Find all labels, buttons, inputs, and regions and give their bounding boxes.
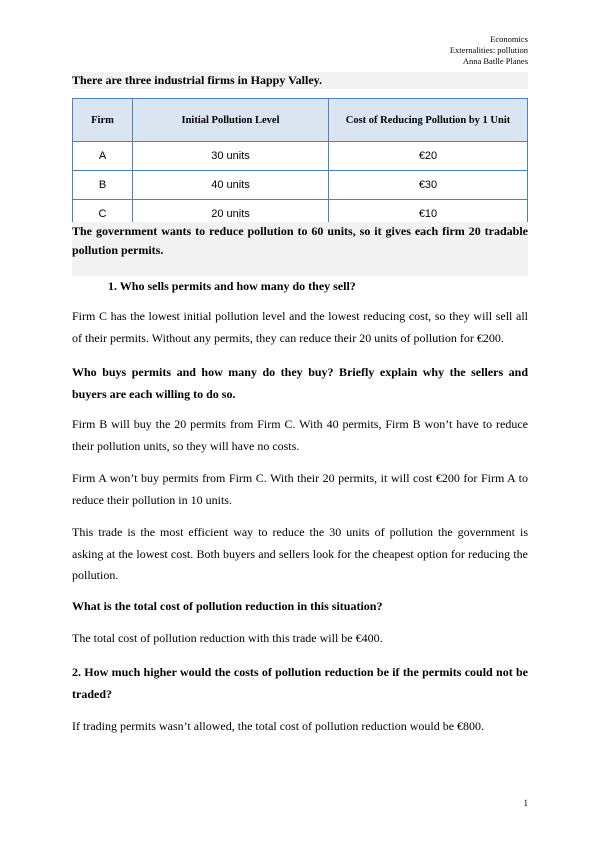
- table-row: [73, 171, 528, 200]
- cell-pollution: 40 units: [133, 171, 329, 200]
- cell-pollution: 30 units: [133, 142, 329, 171]
- answer-1c: The total cost of pollution reduction with this trade will be €400.: [72, 631, 383, 645]
- header-initial-pollution: Initial Pollution Level: [133, 99, 329, 142]
- cell-firm: A: [73, 142, 133, 171]
- intro-heading: There are three industrial firms in Happy Valley.: [72, 72, 528, 89]
- header-subject: Economics: [490, 34, 528, 44]
- page-number: 1: [523, 798, 528, 808]
- question-1b: Who buys permits and how many do they buy? Briefly explain why the sellers and buyers are each willing to do so.: [72, 365, 528, 401]
- cell-firm: C: [73, 200, 133, 229]
- header-topic: Externalities: pollution: [449, 45, 528, 55]
- answer-1: Firm C has the lowest initial pollution level and the lowest reducing cost, so they will sell all of their permits. Without any permits, they can reduce their 20 units of pollution for €200.: [72, 309, 528, 345]
- table-header-row: [73, 99, 528, 142]
- cell-firm: B: [73, 171, 133, 200]
- cell-pollution: 20 units: [133, 200, 329, 229]
- header-reduction-cost: Cost of Reducing Pollution by 1 Unit: [329, 99, 528, 142]
- question-2: 2. How much higher would the costs of pollution reduction be if the permits could not be traded?: [72, 665, 528, 701]
- table-row: [73, 142, 528, 171]
- firms-table: [72, 98, 528, 229]
- document-header: [450, 34, 528, 67]
- cell-cost: €30: [329, 171, 528, 200]
- header-author: Anna Batlle Planes: [462, 56, 528, 66]
- question-1: 1. Who sells permits and how many do they sell?: [108, 279, 356, 293]
- answer-1b-firm-b: Firm B will buy the 20 permits from Firm C. With 40 permits, Firm B won’t have to reduce their pollution units, so they will have no costs.: [72, 417, 528, 453]
- answer-1b-firm-a: Firm A won’t buy permits from Firm C. With their 20 permits, it will cost €200 for Firm A to reduce their pollution in 10 units.: [72, 471, 528, 507]
- question-1c: What is the total cost of pollution reduction in this situation?: [72, 599, 383, 613]
- government-statement: The government wants to reduce pollution to 60 units, so it gives each firm 20 tradable pollution permits.: [72, 222, 528, 276]
- cell-cost: €10: [329, 200, 528, 229]
- cell-cost: €20: [329, 142, 528, 171]
- answer-2: If trading permits wasn’t allowed, the total cost of pollution reduction would be €800.: [72, 719, 485, 733]
- answer-1b-efficiency: This trade is the most efficient way to reduce the 30 units of pollution the government is asking at the lowest cost. Both buyers and sellers look for the cheapest option for reducing the pollution.: [72, 525, 528, 582]
- header-firm: Firm: [73, 99, 133, 142]
